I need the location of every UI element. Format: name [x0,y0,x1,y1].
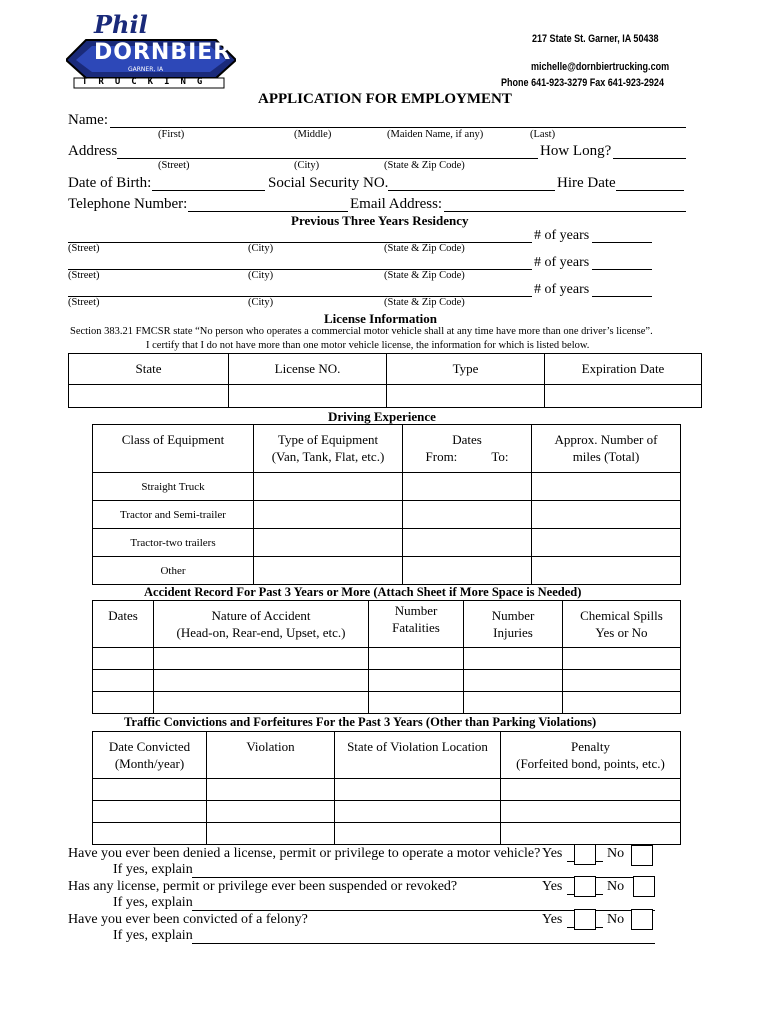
driving-heading: Driving Experience [328,409,436,424]
driving-cell[interactable] [532,529,681,557]
hire-date-field[interactable] [616,190,684,191]
driving-cell[interactable] [532,473,681,501]
logo-name: DORNBIER [94,40,232,65]
traffic-col-state-label: State of Violation Location [347,739,488,754]
address-state-sublabel: (State & Zip Code) [384,160,465,171]
accident-col-chemical [563,601,681,648]
residency-3-state: (State & Zip Code) [384,297,465,308]
accident-cell[interactable] [563,692,681,714]
ssn-field[interactable] [388,190,555,191]
license-expiration-cell[interactable] [545,385,702,408]
residency-3-street: (Street) [68,297,100,308]
traffic-col-penalty-line2: (Forfeited bond, points, etc.) [516,756,665,771]
driving-row-other: Other [93,557,254,585]
telephone-label: Telephone Number: [68,196,188,212]
residency-1-state: (State & Zip Code) [384,243,465,254]
company-address: 217 State St. Garner, IA 50438 [532,33,659,45]
dob-label: Date of Birth: [68,175,152,191]
name-field[interactable] [110,127,686,128]
accident-col-nature [154,601,369,648]
driving-cell[interactable] [403,501,532,529]
q1-yes-checkbox[interactable] [574,844,596,865]
license-col-expiration: Expiration Date [545,354,702,385]
traffic-cell[interactable] [207,823,335,845]
accident-cell[interactable] [154,692,369,714]
residency-3-years-label: # of years [534,282,590,297]
driving-col-class [93,425,254,473]
company-logo [66,10,236,90]
traffic-cell[interactable] [93,801,207,823]
traffic-cell[interactable] [93,779,207,801]
address-street-sublabel: (Street) [158,160,190,171]
traffic-cell[interactable] [207,779,335,801]
accident-col-chemical-line2: Yes or No [595,625,648,640]
residency-1-years-field[interactable] [592,242,652,243]
traffic-col-date-line2: (Month/year) [114,756,185,771]
traffic-col-date-line1: Date Convicted [108,739,191,754]
license-statute: Section 383.21 FMCSR state “No person who operates a commercial motor vehicle shall at any time have more than one driver’s license”. [70,326,653,337]
traffic-cell[interactable] [207,801,335,823]
accident-col-injuries-line1: Number [491,608,535,623]
driving-cell[interactable] [254,473,403,501]
residency-2-years-field[interactable] [592,269,652,270]
driving-row-tractor-semi: Tractor and Semi-trailer [93,501,254,529]
driving-col-type-line1: Type of Equipment [277,432,379,447]
q3-yes-label: Yes [542,912,563,927]
driving-cell[interactable] [403,473,532,501]
q1-no-checkbox[interactable] [631,845,653,866]
company-phone-fax: Phone 641-923-3279 Fax 641-923-2924 [501,77,664,89]
accident-col-injuries-line2: Injuries [493,625,533,640]
driving-col-miles [532,425,681,473]
q3-no-checkbox[interactable] [631,909,653,930]
accident-cell[interactable] [93,670,154,692]
driving-cell[interactable] [254,557,403,585]
address-field[interactable] [117,158,538,159]
q2-explain-label: If yes, explain [113,895,193,910]
driving-col-class-label: Class of Equipment [121,432,225,447]
q1-yes-label: Yes [542,846,563,861]
logo-tagline: TRUCKING [82,77,214,87]
address-city-sublabel: (City) [294,160,320,171]
traffic-cell[interactable] [93,823,207,845]
q2-no-label: No [607,879,625,894]
accident-cell[interactable] [369,648,464,670]
question-felony: Have you ever been convicted of a felony? [68,912,308,927]
residency-1-years-label: # of years [534,228,590,243]
driving-cell[interactable] [532,557,681,585]
traffic-col-violation-label: Violation [246,739,295,754]
driving-col-miles-line1: Approx. Number of [554,432,658,447]
accident-col-injuries [464,601,563,648]
residency-2-years-label: # of years [534,255,590,270]
q3-explain-field[interactable] [192,943,655,944]
residency-1-city: (City) [248,243,274,254]
question-denied: Have you ever been denied a license, permit or privilege to operate a motor vehicle? [68,846,541,861]
q1-explain-label: If yes, explain [113,862,193,877]
residency-2-state: (State & Zip Code) [384,270,465,281]
accident-col-dates: Dates [93,601,154,648]
traffic-col-violation [207,732,335,779]
logo-script: Phil [94,10,148,39]
address-label: Address [68,143,118,159]
q2-yes-label: Yes [542,879,563,894]
last-sublabel: (Last) [530,129,556,140]
q3-explain-label: If yes, explain [113,928,193,943]
accident-cell[interactable] [464,670,563,692]
accident-col-fatalities-line2: Fatalities [392,620,440,635]
license-certify: I certify that I do not have more than one motor vehicle license, the information for which is listed below. [146,340,590,351]
accident-heading: Accident Record For Past 3 Years or More (Attach Sheet if More Space is Needed) [144,585,582,599]
license-type-cell[interactable] [387,385,545,408]
traffic-col-penalty [501,732,681,779]
maiden-sublabel: (Maiden Name, if any) [387,129,484,140]
ssn-label: Social Security NO. [268,175,389,191]
driving-cell[interactable] [254,529,403,557]
how-long-label: How Long? [540,143,612,159]
q1-no-label: No [607,846,625,861]
dob-field[interactable] [152,190,265,191]
telephone-field[interactable] [188,211,348,212]
company-email[interactable]: michelle@dornbiertrucking.com [531,61,670,73]
license-number-cell[interactable] [229,385,387,408]
license-col-type: Type [387,354,545,385]
traffic-cell[interactable] [501,823,681,845]
traffic-col-penalty-line1: Penalty [571,739,610,754]
traffic-heading: Traffic Convictions and Forfeitures For the Past 3 Years (Other than Parking Violations) [124,715,597,729]
driving-row-tractor-two: Tractor-two trailers [93,529,254,557]
accident-col-fatalities [369,601,464,648]
driving-cell[interactable] [403,557,532,585]
driving-col-miles-line2: miles (Total) [572,449,640,464]
residency-1-street: (Street) [68,243,100,254]
accident-cell[interactable] [369,670,464,692]
traffic-cell[interactable] [501,801,681,823]
first-sublabel: (First) [158,129,185,140]
q2-yes-checkbox[interactable] [574,876,596,897]
accident-cell[interactable] [563,648,681,670]
traffic-col-date [93,732,207,779]
email-label: Email Address: [350,196,443,212]
license-col-number: License NO. [229,354,387,385]
accident-cell[interactable] [154,670,369,692]
license-table [68,353,702,408]
license-col-state: State [69,354,229,385]
driving-row-straight-truck: Straight Truck [93,473,254,501]
traffic-col-state [335,732,501,779]
middle-sublabel: (Middle) [294,129,332,140]
residency-2-city: (City) [248,270,274,281]
accident-table [92,600,681,714]
email-field[interactable] [444,211,686,212]
accident-cell[interactable] [154,648,369,670]
accident-col-fatalities-line1: Number [394,603,438,618]
q2-no-checkbox[interactable] [633,876,655,897]
driving-cell[interactable] [403,529,532,557]
residency-3-years-field[interactable] [592,296,652,297]
accident-cell[interactable] [464,648,563,670]
accident-col-nature-line2: (Head-on, Rear-end, Upset, etc.) [176,625,346,640]
driving-table [92,424,681,585]
q3-yes-checkbox[interactable] [574,909,596,930]
driving-col-type-line2: (Van, Tank, Flat, etc.) [271,449,385,464]
driving-col-from: From: [425,449,458,464]
accident-cell[interactable] [464,692,563,714]
traffic-cell[interactable] [335,779,501,801]
traffic-table [92,731,681,845]
residency-heading: Previous Three Years Residency [291,213,469,228]
hire-date-label: Hire Date [557,175,616,191]
how-long-field[interactable] [613,158,686,159]
accident-cell[interactable] [93,692,154,714]
driving-cell[interactable] [532,501,681,529]
logo-city: GARNER, IA [128,66,164,73]
driving-col-type [254,425,403,473]
accident-cell[interactable] [563,670,681,692]
driving-col-dates-label: Dates [452,432,482,447]
driving-cell[interactable] [254,501,403,529]
question-suspended: Has any license, permit or privilege ever been suspended or revoked? [68,879,458,894]
form-title: APPLICATION FOR EMPLOYMENT [258,91,512,107]
accident-col-nature-line1: Nature of Accident [211,608,311,623]
driving-col-to: To: [491,449,509,464]
residency-2-street: (Street) [68,270,100,281]
traffic-cell[interactable] [501,779,681,801]
name-label: Name: [68,112,108,128]
driving-col-dates [403,425,532,473]
license-state-cell[interactable] [69,385,229,408]
accident-cell[interactable] [93,648,154,670]
accident-cell[interactable] [369,692,464,714]
q3-no-label: No [607,912,625,927]
residency-3-city: (City) [248,297,274,308]
traffic-cell[interactable] [335,823,501,845]
license-heading: License Information [324,311,438,326]
traffic-cell[interactable] [335,801,501,823]
accident-col-chemical-line1: Chemical Spills [580,608,663,623]
